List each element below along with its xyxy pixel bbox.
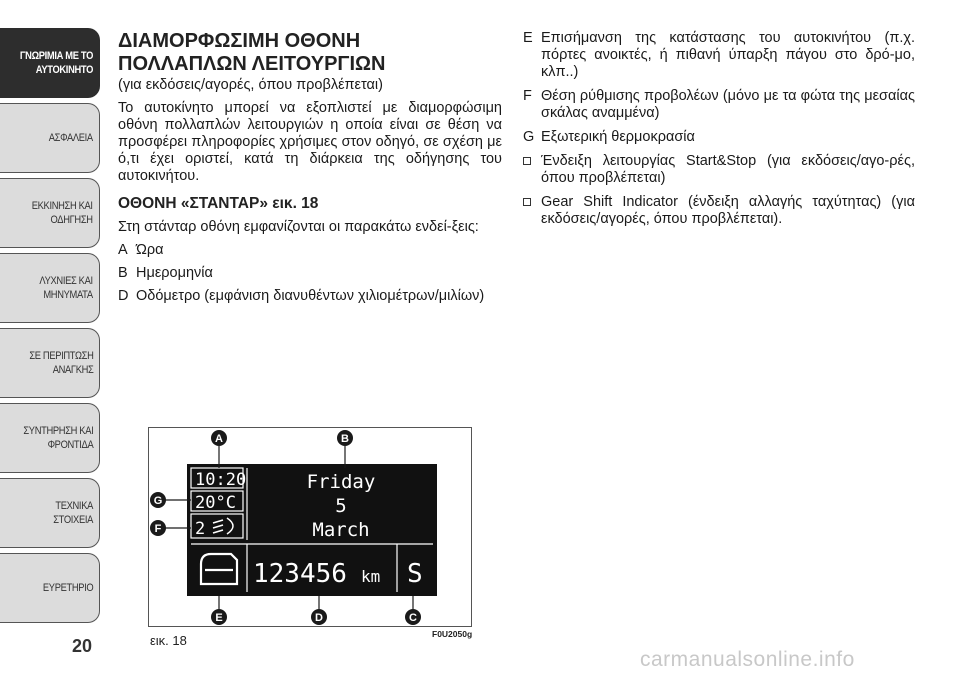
- svg-text:G: G: [153, 495, 163, 507]
- svg-text:C: C: [409, 612, 417, 624]
- page-number: 20: [72, 636, 93, 656]
- tab-label: ΕΥΡΕΤΗΡΙΟ: [42, 582, 93, 594]
- tab-starting-driving[interactable]: [0, 178, 100, 248]
- tab-warning-lights[interactable]: [0, 253, 100, 323]
- checkbox-bullet-icon: [523, 198, 531, 206]
- right-column: [523, 30, 915, 235]
- callout-c: [405, 609, 421, 625]
- bullet-item: Gear Shift Indicator (ένδειξη αλλαγής ταχύτητας) (για εκδόσεις/αγορές, όπου προβλέπεται).: [523, 194, 915, 228]
- callout-g: [150, 492, 166, 508]
- callout-b: [337, 430, 353, 446]
- tab-index[interactable]: [0, 553, 100, 623]
- tab-label: ΣΥΝΤΗΡΗΣΗ ΚΑΙ ΦΡΟΝΤΙΔΑ: [22, 425, 93, 451]
- headlight-level-readout: 2: [195, 519, 206, 539]
- display-figure: [148, 427, 472, 627]
- list-item: D Οδόμετρο (εμφάνιση διανυθέντων χιλιομέτρων/μιλίων): [118, 288, 485, 304]
- callout-d: [311, 609, 327, 625]
- callout-e: [211, 609, 227, 625]
- svg-text:B: B: [341, 433, 349, 445]
- tab-label: ΛΥΧΝΙΕΣ ΚΑΙ ΜΗΝΥΜΑΤΑ: [39, 275, 93, 301]
- tab-label: ΤΕΧΝΙΚΑ ΣΤΟΙΧΕΙΑ: [53, 500, 93, 526]
- tab-label: ΣΕ ΠΕΡΙΠΤΩΣΗ ΑΝΑΓΚΗΣ: [28, 350, 93, 376]
- tab-emergency[interactable]: [0, 328, 100, 398]
- checkbox-bullet-icon: [523, 157, 531, 165]
- tab-maintenance[interactable]: [0, 403, 100, 473]
- left-column: [118, 30, 502, 311]
- tab-label: ΓΝΩΡΙΜΙΑ ΜΕ ΤΟ ΑΥΤΟΚΙΝΗΤΟ: [19, 50, 93, 76]
- subtitle: (για εκδόσεις/αγορές, όπου προβλέπεται): [118, 77, 383, 93]
- time-readout: 10:20: [195, 470, 247, 490]
- figure-caption: εικ. 18: [150, 633, 187, 648]
- display-illustration: [149, 428, 471, 626]
- list-item: G Εξωτερική θερμοκρασία: [523, 129, 695, 145]
- svg-text:F: F: [154, 523, 162, 535]
- tab-getting-to-know[interactable]: [0, 28, 100, 98]
- svg-text:D: D: [315, 612, 323, 624]
- odometer-unit: km: [361, 567, 381, 586]
- section-paragraph: Στη στάνταρ οθόνη εμφανίζονται οι παρακάτω ενδεί-ξεις:: [118, 219, 479, 235]
- watermark: carmanualsonline.info: [640, 648, 855, 671]
- list-item: B Ημερομηνία: [118, 265, 213, 281]
- figure-code: F0U2050g: [432, 629, 473, 639]
- tab-technical-data[interactable]: [0, 478, 100, 548]
- bullet-item: Ένδειξη λειτουργίας Start&Stop (για εκδόσεις/αγο-ρές, όπου προβλέπεται): [523, 153, 915, 187]
- list-item: E Επισήμανση της κατάστασης του αυτοκινήτου (π.χ. πόρτες ανοικτές, ή πιθανή ύπαρξη πάγου στο δρό-μο, κλπ..): [523, 30, 915, 80]
- gear-mode-readout: S: [407, 559, 423, 589]
- tab-label: ΑΣΦΑΛΕΙΑ: [48, 132, 93, 144]
- list-item: A Ώρα: [118, 242, 164, 258]
- section-title: ΟΘΟΝΗ «ΣΤΑΝΤΑΡ» εικ. 18: [118, 195, 319, 212]
- tab-safety[interactable]: [0, 103, 100, 173]
- intro-paragraph: Το αυτοκίνητο μπορεί να εξοπλιστεί με διαμορφώσιμη οθόνη πολλαπλών λειτουργιών η οποία είναι σε θέση να προσφέρει πληροφορίες χρήσιμες στον οδηγό, σε σχέση με ό,τι έχει οριστεί, κατά τη διάρκεια της οδήγησης του αυτοκινήτου.: [118, 100, 502, 184]
- month-readout: March: [312, 519, 370, 541]
- svg-text:A: A: [215, 433, 223, 445]
- tab-label: ΕΚΚΙΝΗΣΗ ΚΑΙ ΟΔΗΓΗΣΗ: [32, 200, 93, 226]
- odometer-readout: 123456: [253, 559, 347, 589]
- callout-a: [211, 430, 227, 446]
- callout-f: [150, 520, 166, 536]
- page-title: ΔΙΑΜΟΡΦΩΣΙΜΗ ΟΘΟΝΗ ΠΟΛΛΑΠΛΩΝ ΛΕΙΤΟΥΡΓΙΩΝ: [118, 30, 386, 75]
- list-item: F Θέση ρύθμισης προβολέων (μόνο με τα φώτα της μεσαίας σκάλας αναμμένα): [523, 88, 915, 121]
- temperature-readout: 20°C: [195, 493, 236, 513]
- svg-text:E: E: [215, 612, 223, 624]
- day-readout: Friday: [306, 471, 376, 493]
- date-readout: 5: [335, 495, 347, 517]
